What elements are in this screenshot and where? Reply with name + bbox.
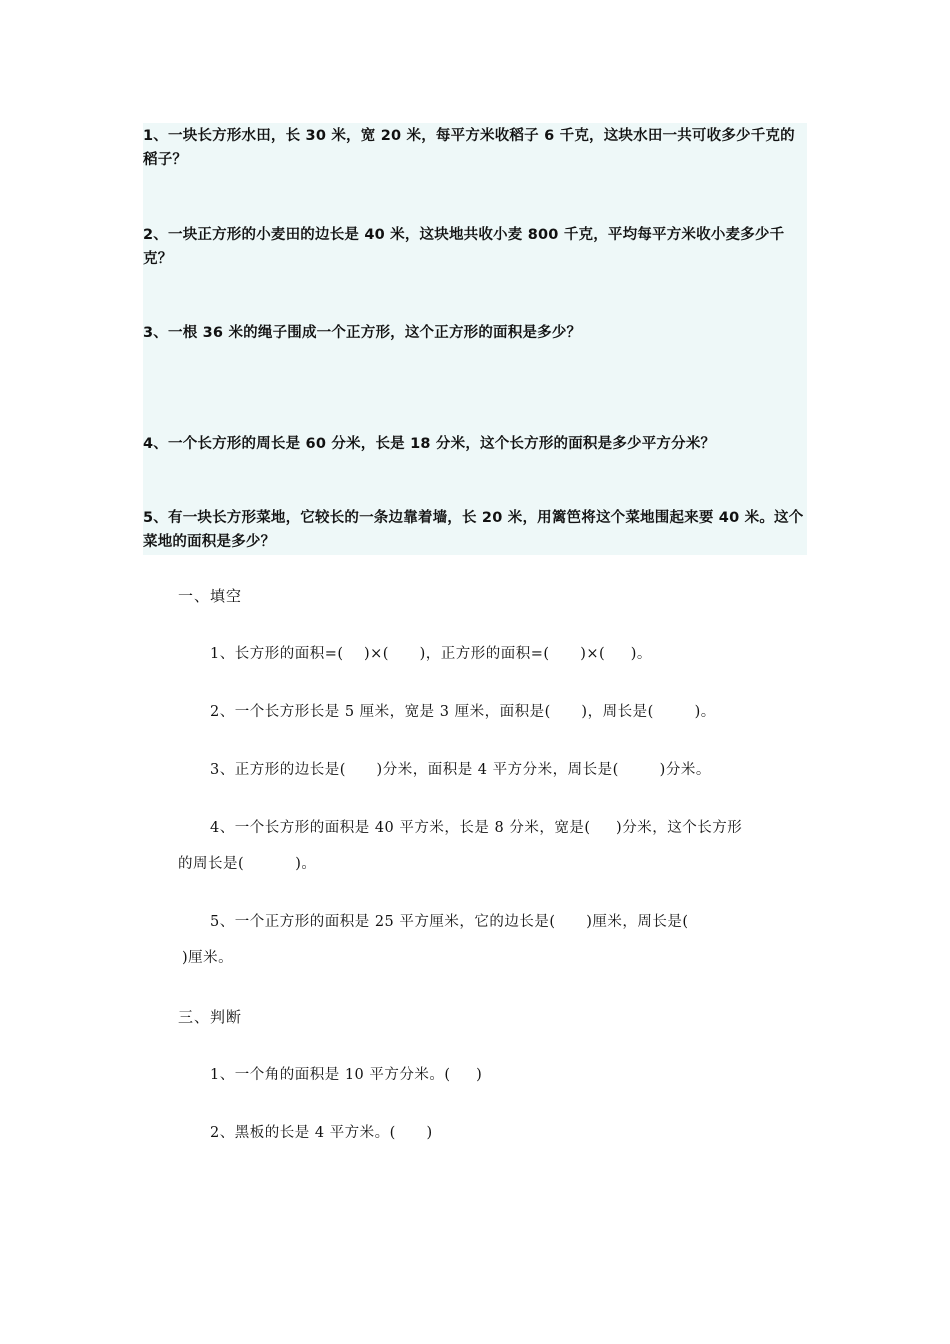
problem-3: 3、一根 36 米的绳子围成一个正方形，这个正方形的面积是多少？ — [143, 325, 582, 341]
fill-item-1: 1、长方形的面积=( )×( )，正方形的面积=( )×( )。 — [210, 646, 652, 662]
fill-item-4-line2: 的周长是( )。 — [178, 856, 317, 872]
fill-item-4-line1: 4、一个长方形的面积是 40 平方米，长是 8 分米，宽是( )分米，这个长方形 — [210, 820, 743, 836]
section-judge-title: 三、判断 — [178, 1008, 243, 1026]
problem-1: 1、一块长方形水田，长 30 米，宽 20 米，每平方米收稻子 6 千克，这块水田一共可收多少千克的稻子？ — [143, 128, 795, 168]
problem-5: 5、有一块长方形菜地，它较长的一条边靠着墙，长 20 米，用篱笆将这个菜地围起来要 40 米。这个菜地的面积是多少？ — [143, 510, 804, 550]
problem-4: 4、一个长方形的周长是 60 分米，长是 18 分米，这个长方形的面积是多少平方分米？ — [143, 436, 716, 452]
judge-item-2: 2、黑板的长是 4 平方米。( ) — [210, 1125, 433, 1141]
judge-item-1: 1、一个角的面积是 10 平方分米。( ) — [210, 1067, 483, 1083]
problem-2: 2、一块正方形的小麦田的边长是 40 米，这块地共收小麦 800 千克，平均每平方米收小麦多少千克？ — [143, 227, 785, 267]
fill-item-5-line1: 5、一个正方形的面积是 25 平方厘米，它的边长是( )厘米，周长是( — [210, 914, 689, 930]
section-fill-title: 一、填空 — [178, 587, 243, 605]
fill-item-2: 2、一个长方形长是 5 厘米，宽是 3 厘米，面积是( )，周长是( )。 — [210, 704, 716, 720]
word-problems-block — [143, 123, 807, 555]
fill-item-3: 3、正方形的边长是( )分米，面积是 4 平方分米，周长是( )分米。 — [210, 762, 711, 778]
fill-item-5-line2: )厘米。 — [182, 950, 234, 966]
